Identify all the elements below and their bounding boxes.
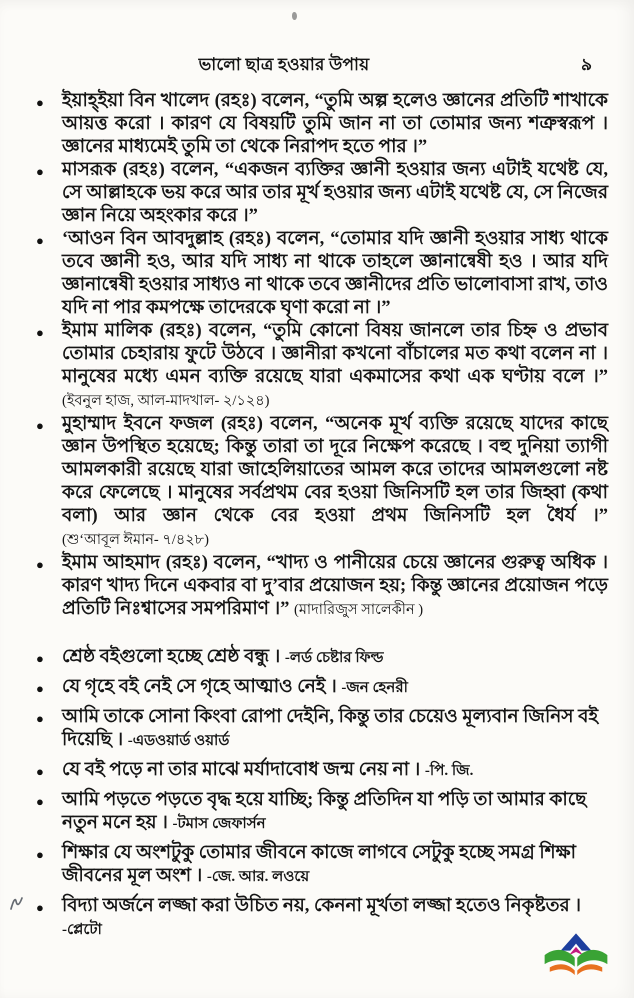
- scholar-quote: [36, 90, 608, 159]
- bullet-icon: ●: [36, 418, 44, 433]
- page-title: ভালো ছাত্র হওয়ার উপায়: [198, 55, 370, 74]
- quote-text: যে বই পড়ে না তার মাঝে মর্যাদাবোধ জন্ম নেয় না ।: [62, 760, 421, 780]
- book-quote: [36, 895, 608, 942]
- quote-author: -জন হেনরী: [341, 680, 408, 696]
- quote-author: -পি. জি.: [424, 763, 474, 779]
- quote-text: ইয়াহ্‌ইয়া বিন খালেদ (রহঃ) বলেন, “তুমি অল্প হলেও জ্ঞানের প্রতিটি শাখাকে আয়ত্ত করো । কারণ যে বিষয়টি তুমি জান না তা তোমার জন্য শত্রুস্বরূপ । জ্ঞানের মাধ্যমেই তুমি তা থেকে নিরাপদ হতে পার ।”: [62, 91, 608, 157]
- scholar-quote: [36, 228, 608, 320]
- scholar-quote: [36, 320, 608, 413]
- bullet-icon: ●: [36, 681, 44, 696]
- book-quote: [36, 789, 608, 836]
- quote-author: -লর্ড চেষ্টার ফিল্ড: [284, 650, 384, 666]
- page-header: [0, 0, 634, 78]
- quote-text: শিক্ষার যে অংশটুকু তোমার জীবনে কাজে লাগবে সেটুকু হচ্ছে সমগ্র শিক্ষা জীবনের মূল অংশ ।: [62, 843, 576, 886]
- bullet-icon: ●: [36, 233, 44, 248]
- page-number: ৯: [580, 55, 592, 74]
- quote-reference: (শু‘আবূল ঈমান- ৭/৪২৮): [62, 532, 209, 548]
- bullet-icon: ●: [36, 164, 44, 179]
- page-content: [0, 78, 634, 942]
- quote-author: -জে. আর. লওয়ে: [206, 869, 310, 885]
- bullet-icon: ●: [36, 794, 44, 809]
- book-quotes-list: [36, 646, 608, 942]
- scholar-quote: [36, 159, 608, 228]
- quote-text: ইমাম মালিক (রহঃ) বলেন, “তুমি কোনো বিষয় জানলে তার চিহ্ন ও প্রভাব তোমার চেহারায় ফুটে উঠবে । জ্ঞানীরা কখনো বাঁচালের মত কথা বলেন না । মানুষের মধ্যে এমন ব্যক্তি রয়েছে যারা একমাসের কথা এক ঘণ্টায় বলে ।”: [62, 321, 608, 387]
- quote-text: ইমাম আহমাদ (রহঃ) বলেন, “খাদ্য ও পানীয়ের চেয়ে জ্ঞানের গুরুত্ব অধিক । কারণ খাদ্য দিনে একবার বা দু’বার প্রয়োজন হয়; কিন্তু জ্ঞানের প্রয়োজন পড়ে প্রতিটি নিঃশ্বাসের সমপরিমাণ ।”: [62, 553, 608, 619]
- book-quote: [36, 676, 608, 700]
- quote-text: আমি তাকে সোনা কিংবা রোপা দেইনি, কিন্তু তার চেয়েও মূল্যবান জিনিস বই দিয়েছি ।: [62, 707, 599, 750]
- scholar-quote: [36, 413, 608, 552]
- bullet-icon: ●: [36, 764, 44, 779]
- quote-text: ‘আওন বিন আবদুল্লাহ (রহঃ) বলেন, “তোমার যদি জ্ঞানী হওয়ার সাধ্য থাকে তবে জ্ঞানী হও, আর যদি সাধ্য না থাকে তাহলে জ্ঞানান্বেষী হও । আর যদি জ্ঞানান্বেষী হওয়ার সাধ্যও না থাকে তবে জ্ঞানীদের প্রতি ভালোবাসা রাখ, তাও যদি না পার কমপক্ষে তাদেরকে ঘৃণা করো না ।”: [62, 229, 608, 318]
- quote-reference: (ইবনুল হাজ, আল-মাদখাল- ২/১২৪): [62, 393, 270, 409]
- quote-text: মুহাম্মাদ ইবনে ফজল (রহঃ) বলেন, “অনেক মূর্খ ব্যক্তি রয়েছে যাদের কাছে জ্ঞান উপস্থিত হয়েছে; কিন্তু তারা তা দূরে নিক্ষেপ করেছে । বহু দুনিয়া ত্যাগী আমলকারী রয়েছে যারা জাহেলিয়াতের আমল করে তাদের আমলগুলো নষ্ট করে ফেলেছে । মানুষের সর্বপ্রথম বের হওয়া জিনিসটি হল তার জিহ্বা (কথা বলা) আর জ্ঞান থেকে বের হওয়া প্রথম জিনিসটি হল ধৈর্য ।”: [62, 414, 608, 526]
- book-quote: [36, 706, 608, 753]
- quote-text: যে গৃহে বই নেই সে গৃহে আত্মাও নেই ।: [62, 677, 337, 697]
- quote-text: মাসরূক (রহঃ) বলেন, “একজন ব্যক্তির জ্ঞানী হওয়ার জন্য এটাই যথেষ্ট যে, সে আল্লাহকে ভয় করে আর তার মূর্খ হওয়ার জন্য এটাই যথেষ্ট যে, সে নিজের জ্ঞান নিয়ে অহংকার করে ।”: [62, 160, 608, 226]
- scholar-quote: [36, 552, 608, 622]
- quote-text: বিদ্যা অর্জনে লজ্জা করা উচিত নয়, কেননা মূর্খতা লজ্জা হতেও নিকৃষ্টতর ।: [62, 896, 581, 916]
- bullet-icon: ●: [36, 325, 44, 340]
- quote-author: -এডওয়ার্ড ওয়ার্ড: [127, 733, 230, 749]
- bullet-icon: ●: [36, 847, 44, 862]
- book-quote: [36, 759, 608, 783]
- quote-reference: (মাদারিজুস সালেকীন ): [294, 602, 424, 618]
- quote-author: -টমাস জেফার্সন: [172, 816, 266, 832]
- scholar-quotes-list: [36, 90, 608, 622]
- quote-author: -প্লেটো: [62, 922, 102, 938]
- handwritten-pen-mark: [8, 893, 32, 913]
- book-quote: [36, 646, 608, 670]
- bullet-icon: ●: [36, 900, 44, 915]
- bullet-icon: ●: [36, 95, 44, 110]
- publisher-book-logo: [544, 930, 608, 988]
- bullet-icon: ●: [36, 651, 44, 666]
- quote-text: আমি পড়তে পড়তে বৃদ্ধ হয়ে যাচ্ছি; কিন্তু প্রতিদিন যা পড়ি তা আমার কাছে নতুন মনে হয় ।: [62, 790, 587, 833]
- quote-text: শ্রেষ্ঠ বইগুলো হচ্ছে শ্রেষ্ঠ বন্ধু ।: [62, 647, 281, 667]
- bullet-icon: ●: [36, 557, 44, 572]
- book-quote: [36, 842, 608, 889]
- bullet-icon: ●: [36, 711, 44, 726]
